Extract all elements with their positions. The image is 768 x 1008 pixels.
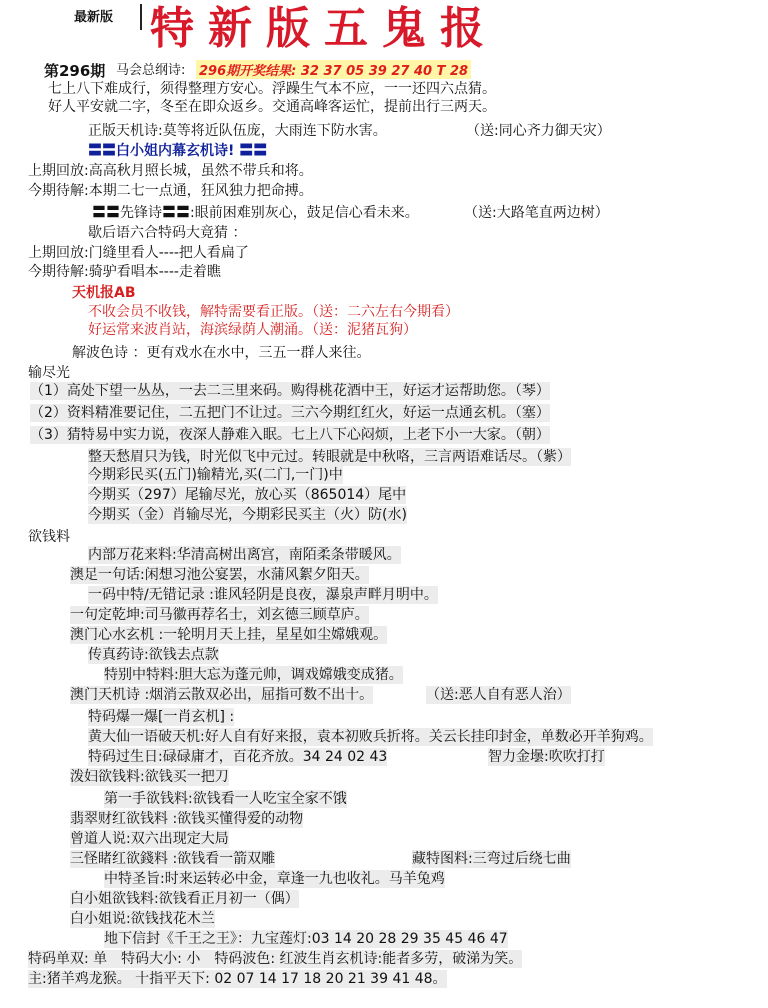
pioneer-poem: 〓〓先锋诗〓〓:眼前困难别灰心，鼓足信心看未来。 [92, 205, 419, 221]
lose-all-item-3: （3）猜特易中实力说，夜深人静难入眠。七上八下心闷烦，上老下小一大家。（朝） [30, 427, 550, 443]
pioneer-gift: （送:大路笔直两边树） [464, 205, 609, 221]
baixiaojie-says-line: 白小姐说:欲钱找花木兰 [70, 911, 215, 927]
macau-one-sentence: 澳足一句话:闲想习池公宴罢，水蒲风絮夕阳天。 [70, 567, 369, 583]
wave-color-poem: 解波色诗 ：更有戏水在水中，三五一群人来往。 [72, 345, 371, 361]
hidden-figure-line: 藏特图料:三弯过后绕七曲 [412, 851, 571, 867]
zeng-daoren-line: 曾道人说:双六出现定大局 [70, 831, 229, 847]
jade-line: 翡翠财红欲钱料 :欲钱买懂得爱的动物 [70, 811, 304, 827]
tianjibao-heading: 天机报AB [72, 285, 136, 301]
want-money-heading: 欲钱料 [28, 529, 70, 545]
tianji-poem: 正版天机诗:莫等将近队伍庞，大雨连下防水害。 [88, 123, 387, 139]
first-hand-line: 第一手欲钱料:欲钱看一人吃宝全家不饿 [104, 791, 347, 807]
lose-all-item-2: （2）资料精准要记住，二五把门不让过。三六今期红红火，好运一点通玄机。（塞） [30, 405, 550, 421]
poem-label: 马会总纲诗: [116, 63, 186, 78]
draw-result: 296期开奖结果: 32 37 05 39 27 40 T 28 [196, 60, 471, 79]
page-title: 特新版五鬼报 [150, 3, 498, 54]
buy-zodiac-line: 今期买（金）肖输尽光，今期彩民买主（火）防(水) [88, 507, 407, 523]
last-review-1: 上期回放:高高秋月照长城，虽然不带兵和将。 [28, 163, 313, 179]
birthday-line: 特码过生日:碌碌庸才，百花齐放。34 24 02 43 [88, 749, 388, 765]
last-review-2: 上期回放:门缝里看人----把人看扁了 [28, 245, 249, 261]
shrew-line: 泼妇欲钱料:欲钱买一把刀 [70, 769, 229, 785]
lose-all-item-1: （1）高处下望一丛丛，一去二三里来码。购得桃花酒中王，好运才运帮助您。（琴） [30, 383, 550, 399]
issue-number: 第296期 [44, 62, 106, 80]
main-zodiac-line: 主:猪羊鸡龙猴。 十指平天下: 02 07 14 17 18 20 21 39 41 48。 [28, 971, 447, 987]
lose-all-item-4: 整天愁眉只为钱，时光似飞中元过。转眼就是中秋咯，三言两语难话尽。（紫） [88, 449, 571, 465]
decree-line: 中特圣旨:时来运转必中金，章逢一九也收礼。马羊兔鸡 [104, 871, 445, 887]
fax-medicine-line: 传真药诗:欲钱去点款 [88, 647, 219, 663]
lose-all-heading: 输尽光 [28, 365, 70, 381]
baixiaojie-money-line: 白小姐欲钱料:欲钱看正月初一（偶） [70, 891, 299, 907]
huang-daxian-line: 黄大仙一语破天机:好人自有好来报，袁本初败兵折将。关云长挂印封金，单数必开羊狗鸡。 [88, 729, 653, 745]
one-sentence-line: 一句定乾坤:司马徽再荐名士，刘玄德三顾草庐。 [70, 607, 369, 623]
tianjibao-line-1: 不收会员不收钱，解特需要看正版。（送：二六左右今期看） [88, 304, 459, 320]
to-solve-2: 今期待解:骑驴看唱本----走着瞧 [28, 264, 221, 280]
version-tag: 最新版 [74, 10, 114, 25]
tianji-gift: （送:同心齐力御天灾） [466, 123, 611, 139]
poem-line-2: 好人平安就二字，冬至在即众返乡。交通高峰客运忙，提前出行三两天。 [48, 99, 496, 115]
macau-tianji-gift: （送:恶人自有恶人治） [426, 687, 571, 703]
underground-letter-line: 地下信封《千王之王》：九宝莲灯:03 14 20 28 29 35 45 46 47 [104, 931, 508, 947]
macau-heart-line: 澳门心水玄机 :一轮明月天上挂，星星如尘嫦娥观。 [70, 627, 388, 643]
to-solve-1: 今期待解:本期二七一点通，狂风独力把命搏。 [28, 183, 313, 199]
header-divider [140, 4, 142, 30]
internal-flower-line: 内部万花来料:华清高树出离宫，南陌柔条带暖风。 [88, 547, 401, 563]
one-code-line: 一码中特/无错记录 :谁风轻阴是良夜，瀑泉声畔月明中。 [88, 587, 438, 603]
poem-line-1: 七上八下难成行，须得整理方安心。浮躁生气本不应，一一还四六点猜。 [48, 81, 496, 97]
buy-door-line: 今期彩民买(五门)输精光,买(二门,一门)中 [88, 467, 343, 483]
single-double-line: 特码单双: 单 特码大小: 小 特码波色: 红波生肖玄机诗:能者多劳，破涕为笑。 [28, 951, 523, 967]
special-burst-heading: 特码爆一爆[一肖玄机] : [88, 709, 235, 725]
baixiaojie-heading: 〓〓白小姐内幕玄机诗! 〓〓 [88, 143, 268, 159]
xiehouyu-heading: 歇后语六合特码大竟猜 ： [88, 225, 247, 241]
macau-tianji-line: 澳门天机诗 :烟消云散双必出，屈指可数不出十。 [70, 687, 374, 703]
tianjibao-line-2: 好运常来波肖站，海滨绿荫人潮涌。（送：泥猪瓦狗） [88, 322, 417, 338]
wisdom-jar-line: 智力金壜:吹吹打打 [488, 749, 605, 765]
special-line: 特别中特料:胆大忘为蓬元帅，调戏嫦娥变成猪。 [104, 667, 403, 683]
buy-tail-line: 今期买（297）尾输尽光，放心买（865014）尾中 [88, 487, 407, 503]
three-monsters-line: 三怪睹红欲錢料 :欲钱看一箭双雕 [70, 851, 276, 867]
